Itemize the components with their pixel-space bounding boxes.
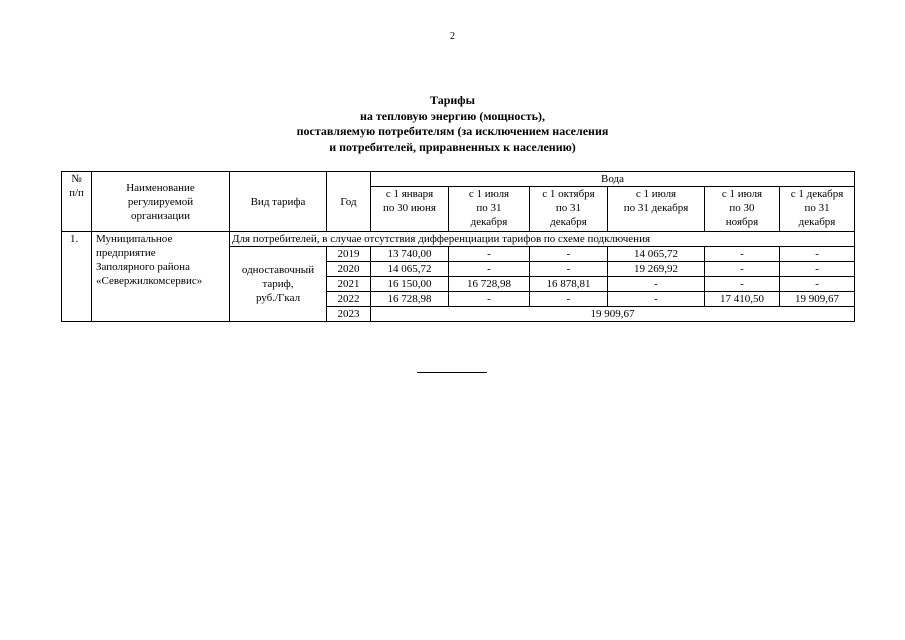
header-year xyxy=(327,172,371,232)
header-tariff-type xyxy=(230,172,327,232)
value-text: - xyxy=(487,248,491,260)
value-cell xyxy=(371,247,449,262)
table-header-row xyxy=(62,172,855,187)
value-cell xyxy=(608,277,705,292)
row-index xyxy=(62,232,92,322)
value-cell xyxy=(608,247,705,262)
header-period-1-text: с 1 января по 30 июня xyxy=(383,188,436,214)
header-period-5 xyxy=(705,187,780,232)
value-text: - xyxy=(487,293,491,305)
value-text: 16 878,81 xyxy=(546,278,591,290)
tariff-table xyxy=(61,171,855,322)
value-cell xyxy=(530,292,608,307)
value-text: 16 728,98 xyxy=(467,278,511,290)
value-text: - xyxy=(815,278,819,290)
header-period-4-text: с 1 июля по 31 декабря xyxy=(623,188,689,214)
header-group-water xyxy=(371,172,855,187)
year-text: 2020 xyxy=(337,263,360,275)
value-text: 19 909,67 xyxy=(795,293,840,305)
header-group-water-text: Вода xyxy=(601,173,625,185)
year-text: 2023 xyxy=(337,308,360,320)
header-org xyxy=(92,172,230,232)
header-period-3 xyxy=(530,187,608,232)
value-cell xyxy=(371,277,449,292)
document-title xyxy=(0,93,905,155)
value-cell xyxy=(530,277,608,292)
value-text: 14 065,72 xyxy=(634,248,678,260)
value-cell xyxy=(530,262,608,277)
organization-name: Муниципальное предприятие Заполярного района «Севержилкомсервис» xyxy=(96,233,203,287)
value-cell xyxy=(608,292,705,307)
value-text: - xyxy=(740,248,744,260)
value-cell xyxy=(449,262,530,277)
value-cell xyxy=(449,292,530,307)
value-text: - xyxy=(654,278,658,290)
separator-line xyxy=(417,372,487,373)
value-cell xyxy=(449,247,530,262)
value-text: 17 410,50 xyxy=(720,293,764,305)
header-period-2-text: с 1 июля по 31 декабря xyxy=(468,188,510,228)
value-text: - xyxy=(487,263,491,275)
value-cell xyxy=(449,277,530,292)
year-cell xyxy=(327,277,371,292)
year-cell xyxy=(327,292,371,307)
value-cell xyxy=(371,292,449,307)
value-text: 19 269,92 xyxy=(634,263,678,275)
value-text: - xyxy=(815,248,819,260)
value-cell xyxy=(780,262,855,277)
value-text: - xyxy=(740,263,744,275)
value-text: - xyxy=(654,293,658,305)
title-line-3: поставляемую потребителям (за исключением населения xyxy=(296,124,609,138)
value-text: - xyxy=(566,263,571,275)
value-text: - xyxy=(566,293,571,305)
table-note-row xyxy=(62,232,855,247)
value-text: 13 740,00 xyxy=(387,248,432,260)
header-period-5-text: с 1 июля по 30 ноября xyxy=(721,188,763,228)
value-text: - xyxy=(566,248,571,260)
value-cell xyxy=(608,262,705,277)
header-period-4 xyxy=(608,187,705,232)
header-tariff-type-text: Вид тарифа xyxy=(250,195,306,208)
header-num xyxy=(62,172,92,232)
year-text: 2021 xyxy=(337,278,360,290)
merged-value-cell xyxy=(371,307,855,322)
row-index-text: 1. xyxy=(70,233,79,245)
value-cell xyxy=(780,277,855,292)
header-period-6 xyxy=(780,187,855,232)
year-cell xyxy=(327,262,371,277)
value-cell xyxy=(780,292,855,307)
header-period-1 xyxy=(371,187,449,232)
page-number: 2 xyxy=(450,31,455,42)
year-text: 2022 xyxy=(337,293,360,305)
value-cell xyxy=(705,292,780,307)
tariff-type-text: одноставочный тариф, руб./Гкал xyxy=(241,264,315,304)
note-text: Для потребителей, в случае отсутствия дифференциации тарифов по схеме подключения xyxy=(232,233,651,245)
value-text: 19 909,67 xyxy=(590,308,635,320)
header-period-2 xyxy=(449,187,530,232)
header-org-text: Наименование регулируемой организации xyxy=(126,181,195,222)
value-cell xyxy=(705,277,780,292)
value-text: 16 150,00 xyxy=(387,278,432,290)
value-text: 14 065,72 xyxy=(387,263,432,275)
value-text: 16 728,98 xyxy=(387,293,432,305)
year-cell xyxy=(327,247,371,262)
title-line-4: и потребителей, приравненных к населению) xyxy=(329,139,576,154)
header-period-6-text: с 1 декабря по 31 декабря xyxy=(790,188,844,228)
value-text: - xyxy=(815,263,819,275)
header-period-3-text: с 1 октября по 31 декабря xyxy=(542,188,595,228)
value-cell xyxy=(371,262,449,277)
tariff-type-cell xyxy=(230,247,327,322)
value-cell xyxy=(705,262,780,277)
year-text: 2019 xyxy=(337,248,360,260)
header-year-text: Год xyxy=(340,195,357,208)
note-cell xyxy=(230,232,855,247)
value-cell xyxy=(530,247,608,262)
value-text: - xyxy=(740,278,744,290)
value-cell xyxy=(705,247,780,262)
title-line-2: на тепловую энергию (мощность), xyxy=(360,108,545,123)
year-cell xyxy=(327,307,371,322)
header-num-text: № п/п xyxy=(69,173,84,199)
organization-cell xyxy=(92,232,230,322)
value-cell xyxy=(780,247,855,262)
title-line-1: Тарифы xyxy=(430,93,475,107)
